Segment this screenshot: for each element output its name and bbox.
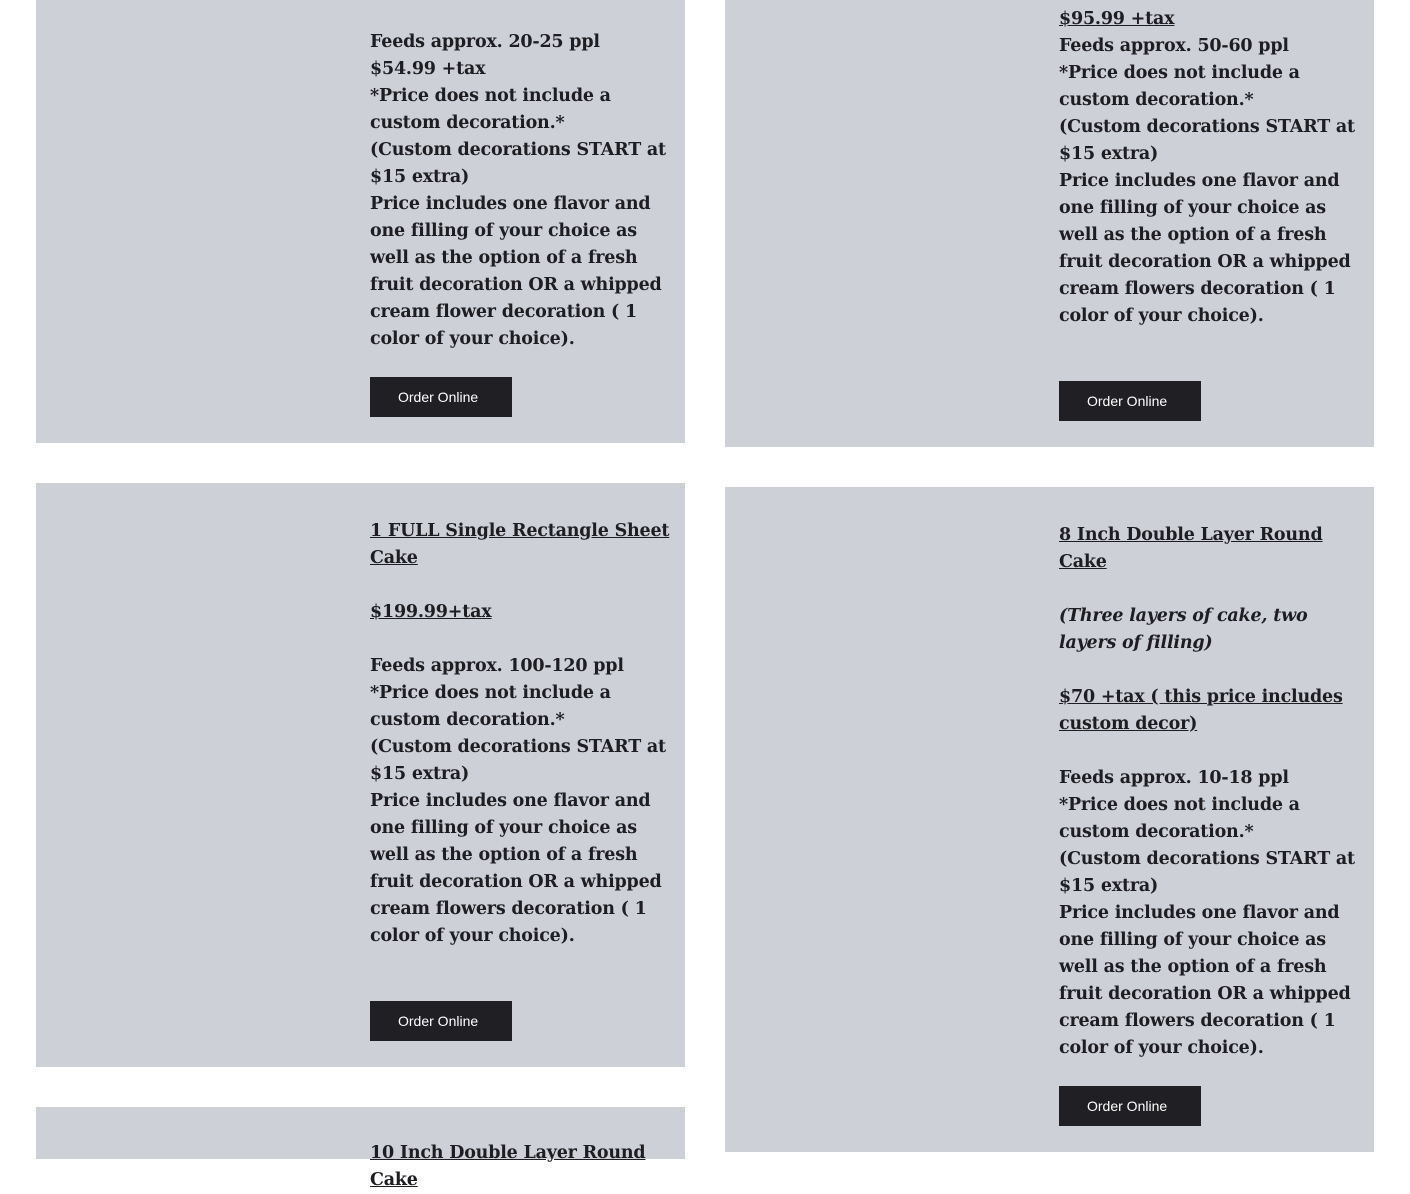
decoration-note: *Price does not include a custom decoration.* (370, 86, 611, 133)
product-card-sheet-cake (36, 483, 685, 1067)
product-photo (36, 483, 336, 1067)
price-text: $199.99+tax (370, 602, 492, 622)
product-card-8-inch-round (725, 487, 1374, 1152)
order-online-button[interactable]: Order Online (1059, 381, 1201, 421)
custom-decoration-text: (Custom decorations START at $15 extra) (370, 737, 666, 784)
product-description (1059, 6, 1359, 330)
order-online-button[interactable]: Order Online (370, 1001, 512, 1041)
decoration-note: *Price does not include a custom decoration.* (1059, 795, 1300, 842)
product-description (1059, 522, 1359, 1062)
includes-text: Price includes one flavor and one filling of your choice as well as the option of a fresh fruit decoration OR a whipped cream flowers decoration ( 1 color of your choice). (1059, 171, 1351, 326)
product-title: 10 Inch Double Layer Round Cake (370, 1143, 646, 1190)
price-text: $54.99 +tax (370, 59, 486, 79)
order-online-button[interactable]: Order Online (370, 377, 512, 417)
product-subtitle: (Three layers of cake, two layers of filling) (1059, 606, 1308, 653)
feeds-text: Feeds approx. 10-18 ppl (1059, 768, 1289, 788)
product-photo (36, 1107, 336, 1159)
price-text: $95.99 +tax (1059, 9, 1175, 29)
product-description (370, 518, 670, 950)
price-text: $70 +tax ( this price includes custom decor) (1059, 687, 1343, 734)
includes-text: Price includes one flavor and one filling of your choice as well as the option of a fresh fruit decoration OR a whipped cream flowers decoration ( 1 color of your choice). (1059, 903, 1351, 1058)
product-description (370, 29, 670, 353)
product-description (370, 1140, 670, 1194)
decoration-note: *Price does not include a custom decoration.* (1059, 63, 1300, 110)
custom-decoration-text: (Custom decorations START at $15 extra) (1059, 849, 1355, 896)
custom-decoration-text: (Custom decorations START at $15 extra) (370, 140, 666, 187)
order-online-button[interactable]: Order Online (1059, 1086, 1201, 1126)
product-title: 8 Inch Double Layer Round Cake (1059, 525, 1323, 572)
product-title: 1 FULL Single Rectangle Sheet Cake (370, 521, 670, 568)
product-card-top-right (725, 0, 1374, 447)
includes-text: Price includes one flavor and one filling of your choice as well as the option of a fresh fruit decoration OR a whipped cream flower decoration ( 1 color of your choice). (370, 194, 662, 349)
feeds-text: Feeds approx. 20-25 ppl (370, 32, 600, 52)
feeds-text: Feeds approx. 50-60 ppl (1059, 36, 1289, 56)
decoration-note: *Price does not include a custom decoration.* (370, 683, 611, 730)
product-photo (36, 0, 336, 443)
custom-decoration-text: (Custom decorations START at $15 extra) (1059, 117, 1355, 164)
product-card-10-inch-round (36, 1107, 685, 1190)
product-photo (725, 487, 1025, 1152)
feeds-text: Feeds approx. 100-120 ppl (370, 656, 624, 676)
product-card-top-left (36, 0, 685, 443)
includes-text: Price includes one flavor and one filling of your choice as well as the option of a fresh fruit decoration OR a whipped cream flowers decoration ( 1 color of your choice). (370, 791, 662, 946)
product-photo (725, 0, 1025, 447)
